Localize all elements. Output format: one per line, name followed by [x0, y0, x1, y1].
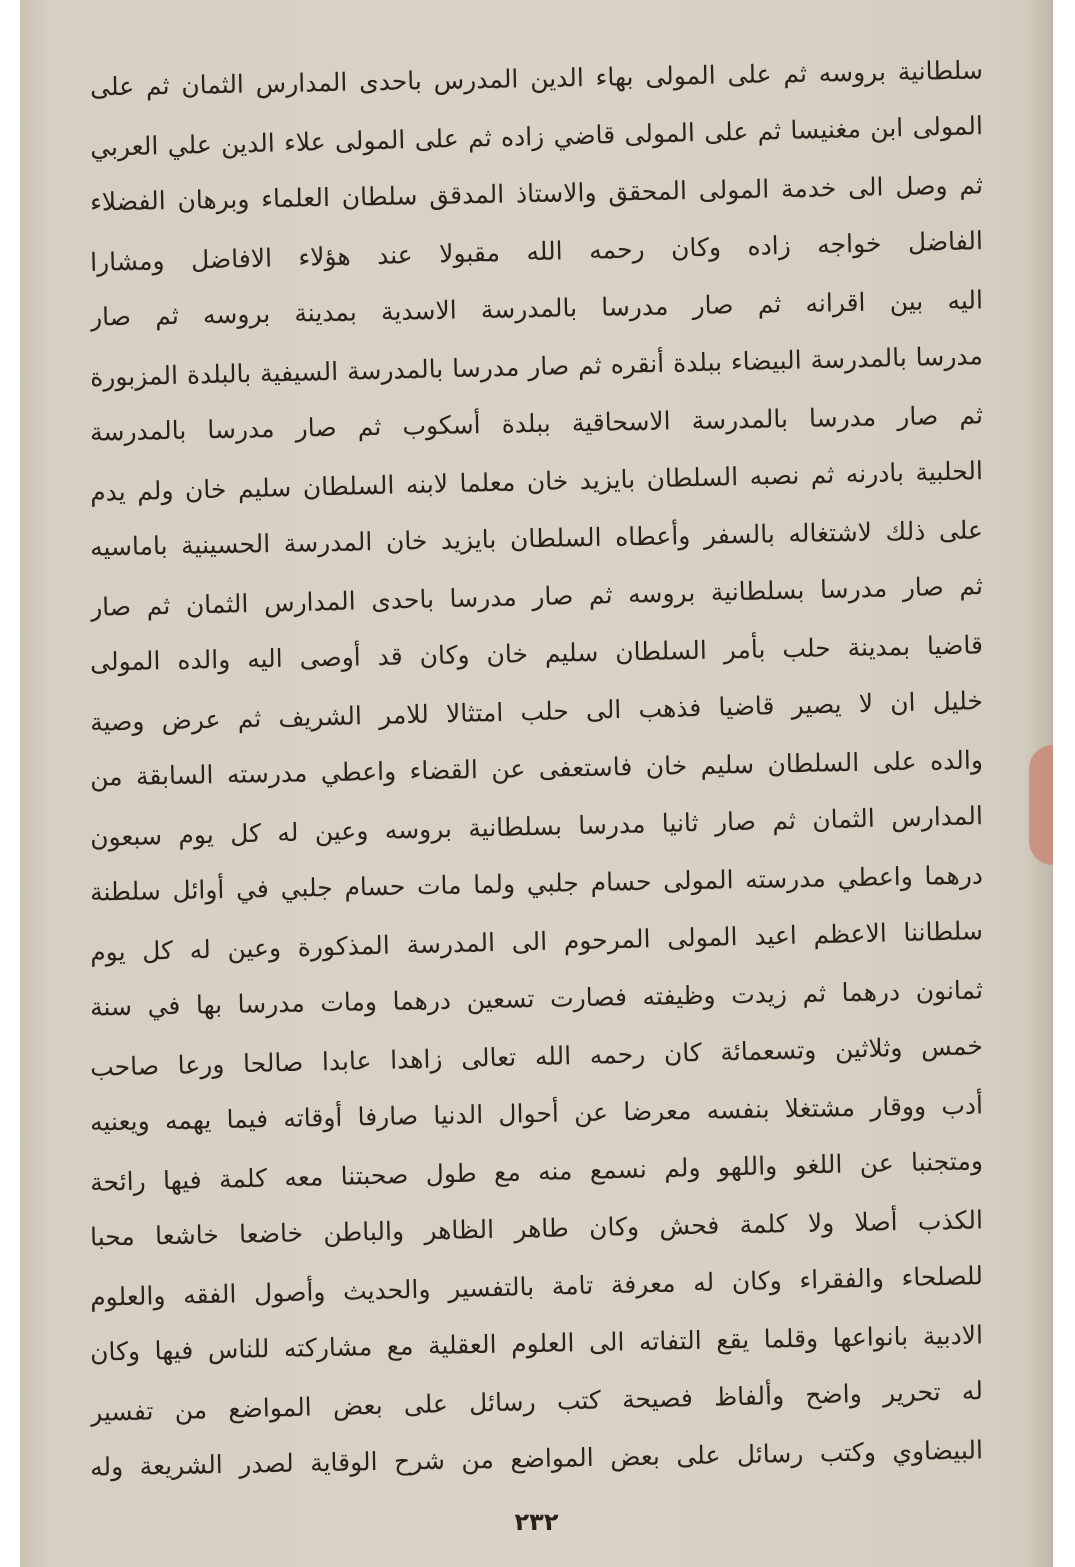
text-line: له تحرير واضح وألفاظ فصيحة كتب رسائل على بعض المواضع من تفسير — [89, 1375, 984, 1427]
text-line: ثمانون درهما ثم زيدت وظيفته فصارت تسعين درهما ومات مدرسا بها في سنة — [89, 975, 984, 1022]
book-page — [20, 0, 1053, 1567]
text-line: على ذلك لاشتغاله بالسفر وأعطاه السلطان بايزيد خان المدرسة الحسينية باماسيه — [89, 515, 984, 562]
text-line: خمس وثلاثين وتسعمائة كان رحمه الله تعالى زاهدا عابدا صالحا ورعا صاحب — [89, 1030, 984, 1082]
text-line: ومتجنبا عن اللغو واللهو ولم نسمع منه مع طول صحبتنا معه كلمة فيها رائحة — [89, 1145, 984, 1197]
text-line: ثم وصل الى خدمة المولى المحقق والاستاذ المدقق سلطان العلماء وبرهان الفضلاء — [89, 170, 984, 217]
text-line: الكذب أصلا ولا كلمة فحش وكان طاهر الظاهر والباطن خاضعا خاشعا محبا — [89, 1205, 984, 1252]
text-line: خليل ان لا يصير قاضيا فذهب الى حلب امتثالا للامر الشريف ثم عرض وصية — [89, 685, 984, 737]
text-line: والده على السلطان سليم خان فاستعفى عن القضاء واعطي مدرسته السابقة من — [89, 745, 984, 792]
text-line: الادبية بانواعها وقلما يقع التفاته الى العلوم العقلية مع مشاركته للناس فيها وكان — [89, 1320, 984, 1367]
text-line: البيضاوي وكتب رسائل على بعض المواضع من شرح الوقاية لصدر الشريعة وله — [89, 1435, 984, 1482]
text-line: ثم صار مدرسا بالمدرسة الاسحاقية ببلدة أسكوب ثم صار مدرسا بالمدرسة — [89, 400, 984, 447]
thumb-edge — [1029, 745, 1053, 865]
text-line: أدب ووقار مشتغلا بنفسه معرضا عن أحوال الدنيا صارفا أوقاته فيما يهمه ويعنيه — [89, 1090, 984, 1137]
text-line: الحلبية بادرنه ثم نصبه السلطان بايزيد خان معلما لابنه السلطان سليم خان ولم يدم — [89, 455, 984, 507]
text-line: المولى ابن مغنيسا ثم على المولى قاضي زاده ثم على المولى علاء الدين علي العربي — [89, 110, 984, 162]
text-line: ثم صار مدرسا بسلطانية بروسه ثم صار مدرسا باحدى المدارس الثمان ثم صار — [89, 570, 984, 622]
arabic-text-block — [90, 50, 983, 1488]
text-line: سلطاننا الاعظم اعيد المولى المرحوم الى المدرسة المذكورة وعين له كل يوم — [89, 915, 984, 967]
text-line: اليه بين اقرانه ثم صار مدرسا بالمدرسة الاسدية بمدينة بروسه ثم صار — [89, 285, 984, 332]
text-line: درهما واعطي مدرسته المولى حسام جلبي ولما مات حسام جلبي في أوائل سلطنة — [89, 860, 984, 907]
text-line: قاضيا بمدينة حلب بأمر السلطان سليم خان وكان قد أوصى اليه والده المولى — [89, 630, 984, 677]
text-line: للصلحاء والفقراء وكان له معرفة تامة بالتفسير والحديث وأصول الفقه والعلوم — [89, 1260, 984, 1312]
text-line: المدارس الثمان ثم صار ثانيا مدرسا بسلطانية بروسه وعين له كل يوم سبعون — [89, 800, 984, 852]
text-line: الفاضل خواجه زاده وكان رحمه الله مقبولا عند هؤلاء الافاضل ومشارا — [89, 225, 984, 277]
text-line: سلطانية بروسه ثم على المولى بهاء الدين المدرس باحدى المدارس الثمان ثم على — [89, 55, 984, 102]
text-line: مدرسا بالمدرسة البيضاء ببلدة أنقره ثم صار مدرسا بالمدرسة السيفية بالبلدة المزبورة — [89, 340, 984, 392]
page-number: ٢٣٢ — [514, 1508, 559, 1536]
